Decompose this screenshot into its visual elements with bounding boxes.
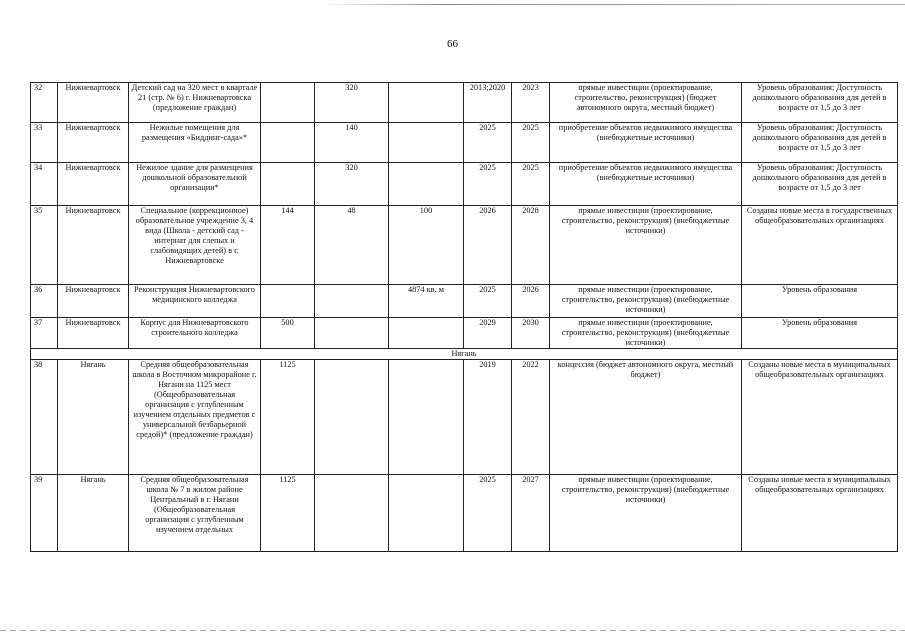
city-cell: Нягань <box>58 475 129 552</box>
section-title: Нягань <box>31 349 898 360</box>
row-number: 37 <box>31 318 58 349</box>
start-year-cell: 2025 <box>464 475 512 552</box>
capacity-cell: 320 <box>315 163 389 206</box>
object-cell: Средняя общеобразовательная школа № 7 в жилом районе Центральный в г. Нягани (Общеобразовательная организация с углубленным изучением отдельных <box>129 475 261 552</box>
area-cell: 4874 кв. м <box>389 285 464 318</box>
mechanism-cell: прямые инвестиции (проектирование, строительство, реконструкция) (бюджет автономного округа, местный бюджет) <box>550 83 742 123</box>
city-cell: Нижневартовск <box>58 285 129 318</box>
indicator-cell: Созданы новые места в муниципальных общеобразовательных организациях <box>742 475 898 552</box>
capacity-cell <box>315 285 389 318</box>
table-row <box>31 318 898 349</box>
indicator-cell: Уровень образования <box>742 318 898 349</box>
indicator-cell: Уровень образования <box>742 285 898 318</box>
object-cell: Нежилые помещения для размещения «Биддинг-сада»* <box>129 123 261 163</box>
area-cell <box>389 83 464 123</box>
indicator-cell: Созданы новые места в государственных общеобразовательных организациях <box>742 206 898 285</box>
investment-table <box>30 82 898 552</box>
row-number: 32 <box>31 83 58 123</box>
start-year-cell: 2026 <box>464 206 512 285</box>
mechanism-cell: прямые инвестиции (проектирование, строительство, реконструкция) (внебюджетные источники) <box>550 206 742 285</box>
capacity-cell: 140 <box>315 123 389 163</box>
start-year-cell: 2025 <box>464 123 512 163</box>
start-year-cell: 2025 <box>464 285 512 318</box>
city-cell: Нягань <box>58 360 129 475</box>
capacity-cell: 1125 <box>261 475 315 552</box>
table-row <box>31 360 898 475</box>
area-cell <box>389 360 464 475</box>
object-cell: Корпус для Нижневартовского строительного колледжа <box>129 318 261 349</box>
end-year-cell: 2025 <box>512 123 550 163</box>
mechanism-cell: прямые инвестиции (проектирование, строительство, реконструкция) (внебюджетные источники) <box>550 318 742 349</box>
city-cell: Нижневартовск <box>58 123 129 163</box>
area-cell <box>389 318 464 349</box>
object-cell: Нежилое здание для размещения дошкольной образовательной организации* <box>129 163 261 206</box>
end-year-cell: 2023 <box>512 83 550 123</box>
start-year-cell: 2029 <box>464 318 512 349</box>
indicator-cell: Уровень образования; Доступность дошкольного образования для детей в возрасте от 1,5 до 3 лет <box>742 123 898 163</box>
row-number: 35 <box>31 206 58 285</box>
end-year-cell: 2022 <box>512 360 550 475</box>
area-cell <box>389 163 464 206</box>
section-row <box>31 349 898 360</box>
mechanism-cell: прямые инвестиции (проектирование, строительство, реконструкция) (внебюджетные источники) <box>550 285 742 318</box>
capacity-cell <box>261 285 315 318</box>
table-row <box>31 206 898 285</box>
area-cell: 100 <box>389 206 464 285</box>
table-row <box>31 123 898 163</box>
end-year-cell: 2028 <box>512 206 550 285</box>
row-number: 34 <box>31 163 58 206</box>
row-number: 33 <box>31 123 58 163</box>
city-cell: Нижневартовск <box>58 206 129 285</box>
table-row <box>31 475 898 552</box>
mechanism-cell: прямые инвестиции (проектирование, строительство, реконструкция) (внебюджетные источники) <box>550 475 742 552</box>
capacity-cell <box>315 318 389 349</box>
table-row <box>31 285 898 318</box>
capacity-cell: 144 <box>261 206 315 285</box>
scan-artifact-bottom <box>0 630 905 631</box>
scan-artifact-top <box>320 4 905 5</box>
capacity-cell <box>315 360 389 475</box>
capacity-cell: 48 <box>315 206 389 285</box>
start-year-cell: 2019 <box>464 360 512 475</box>
table-row <box>31 163 898 206</box>
city-cell: Нижневартовск <box>58 318 129 349</box>
area-cell <box>389 123 464 163</box>
mechanism-cell: концессия (бюджет автономного округа, местный бюджет) <box>550 360 742 475</box>
indicator-cell: Уровень образования; Доступность дошкольного образования для детей в возрасте от 1,5 до 3 лет <box>742 163 898 206</box>
indicator-cell: Уровень образования; Доступность дошкольного образования для детей в возрасте от 1,5 до 3 лет <box>742 83 898 123</box>
object-cell: Специальное (коррекционное) образовательное учреждение 3, 4 вида (Школа - детский сад - интернат для слепых и слабовидящих детей) в г. Нижневартовске <box>129 206 261 285</box>
capacity-cell: 500 <box>261 318 315 349</box>
end-year-cell: 2025 <box>512 163 550 206</box>
start-year-cell: 2013;2020 <box>464 83 512 123</box>
capacity-cell <box>261 123 315 163</box>
capacity-cell <box>315 475 389 552</box>
capacity-cell: 1125 <box>261 360 315 475</box>
capacity-cell <box>261 83 315 123</box>
end-year-cell: 2030 <box>512 318 550 349</box>
capacity-cell: 320 <box>315 83 389 123</box>
area-cell <box>389 475 464 552</box>
table-row <box>31 83 898 123</box>
mechanism-cell: приобретение объектов недвижимого имущества (внебюджетные источники) <box>550 123 742 163</box>
start-year-cell: 2025 <box>464 163 512 206</box>
object-cell: Детский сад на 320 мест в квартале 21 (стр. № 6) г. Нижневартовска (предложение граждан) <box>129 83 261 123</box>
object-cell: Средняя общеобразовательная школа в Восточном микрорайоне г. Нягани на 1125 мест (Общеобразовательная организация с углубленным изучением отдельных предметов с универсальной безбарьерной средой)* (предложение граждан) <box>129 360 261 475</box>
row-number: 38 <box>31 360 58 475</box>
row-number: 39 <box>31 475 58 552</box>
page-number: 66 <box>447 38 458 50</box>
row-number: 36 <box>31 285 58 318</box>
city-cell: Нижневартовск <box>58 163 129 206</box>
end-year-cell: 2026 <box>512 285 550 318</box>
indicator-cell: Созданы новые места в муниципальных общеобразовательных организациях <box>742 360 898 475</box>
city-cell: Нижневартовск <box>58 83 129 123</box>
object-cell: Реконструкция Нижневартовского медицинского колледжа <box>129 285 261 318</box>
end-year-cell: 2027 <box>512 475 550 552</box>
capacity-cell <box>261 163 315 206</box>
mechanism-cell: приобретение объектов недвижимого имущества (внебюджетные источники) <box>550 163 742 206</box>
